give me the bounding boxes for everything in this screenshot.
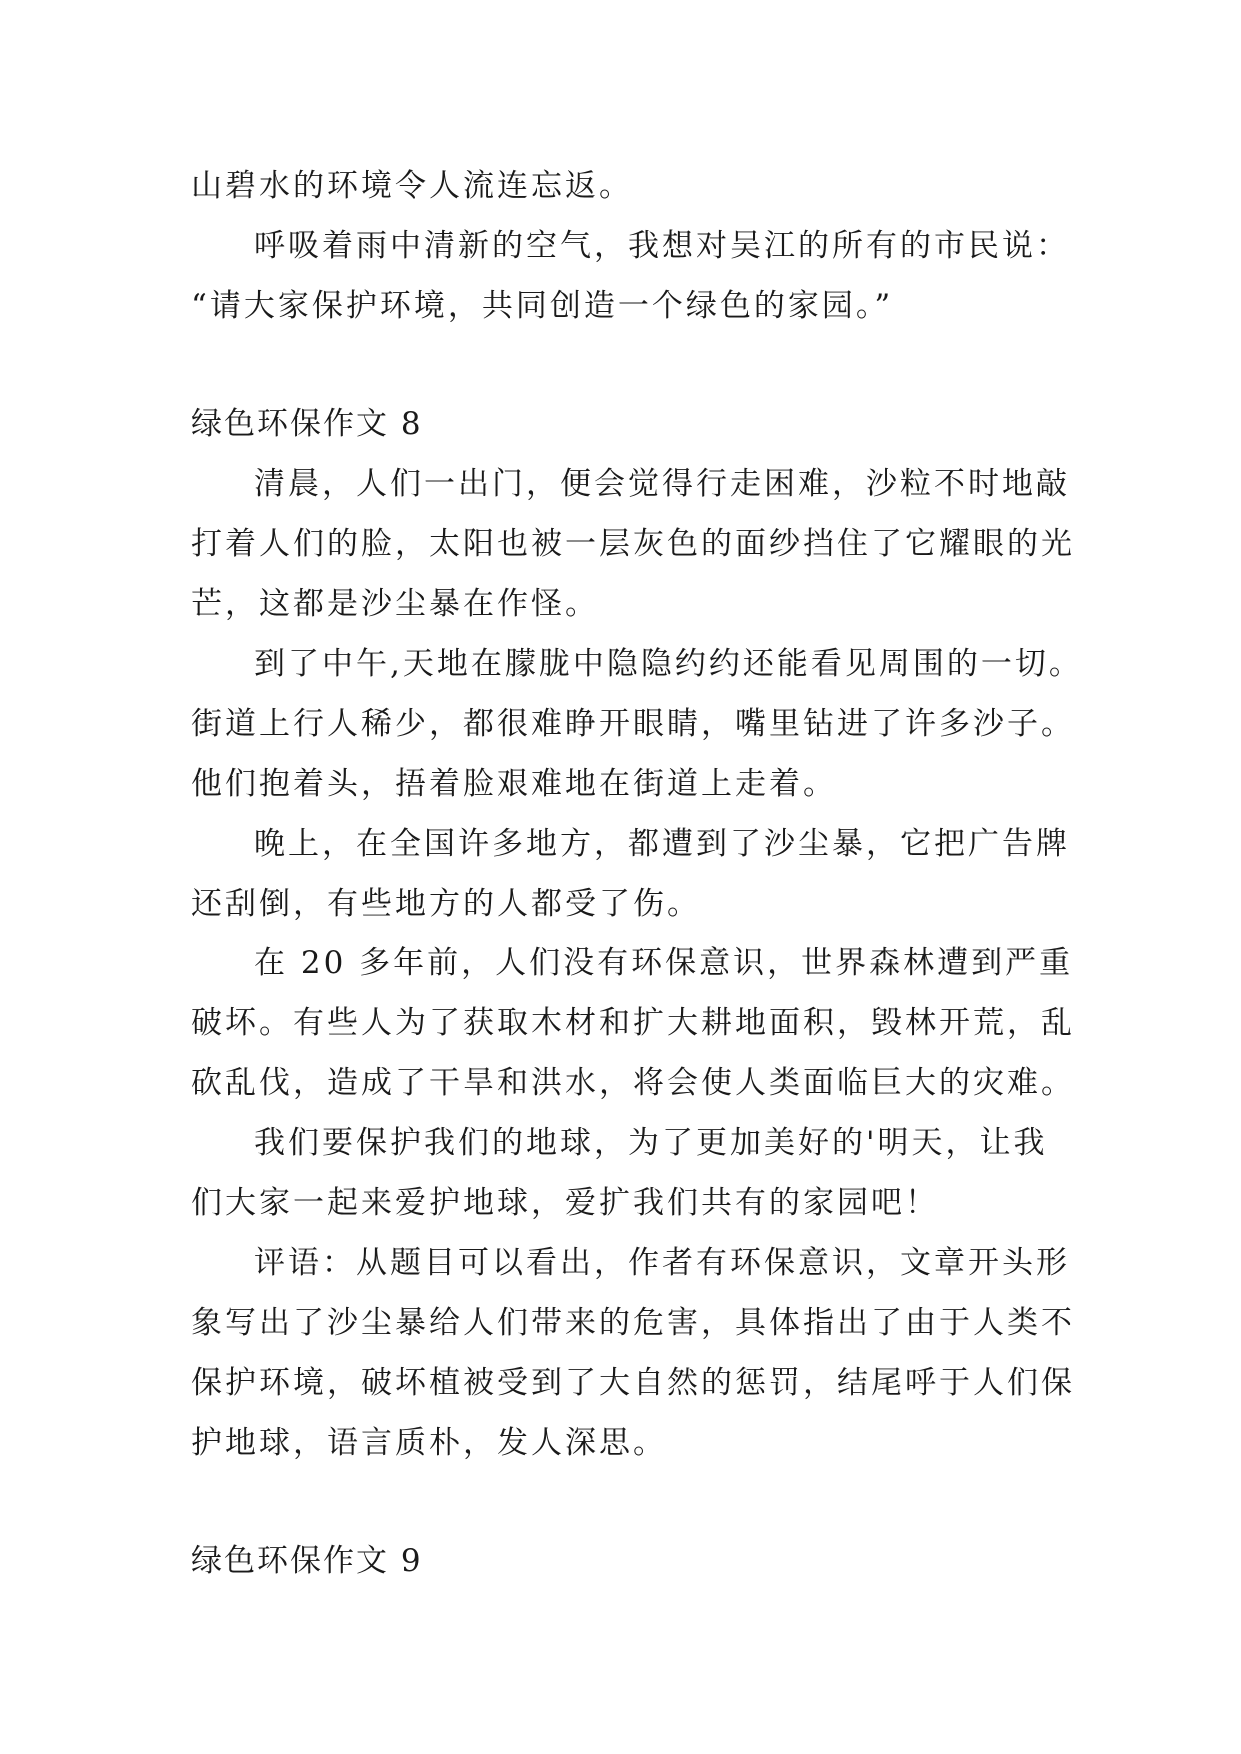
text-line: 打着人们的脸，太阳也被一层灰色的面纱挡住了它耀眼的光 bbox=[191, 526, 1075, 562]
text-line: 呼吸着雨中清新的空气，我想对吴江的所有的市民说： bbox=[254, 228, 1070, 264]
section-heading: 绿色环保作文 9 bbox=[191, 1543, 423, 1579]
text-line: 在 20 多年前，人们没有环保意识，世界森林遭到严重 bbox=[254, 945, 1074, 981]
text-line: 他们抱着头，捂着脸艰难地在街道上走着。 bbox=[191, 766, 837, 802]
text-line: 破坏。有些人为了获取木材和扩大耕地面积，毁林开荒，乱 bbox=[191, 1005, 1075, 1041]
text-line: 评语：从题目可以看出，作者有环保意识，文章开头形 bbox=[254, 1245, 1070, 1281]
text-line: 芒，这都是沙尘暴在作怪。 bbox=[191, 586, 599, 622]
text-line: 象写出了沙尘暴给人们带来的危害，具体指出了由于人类不 bbox=[191, 1305, 1075, 1341]
text-line: 山碧水的环境令人流连忘返。 bbox=[191, 168, 633, 204]
text-line: 我们要保护我们的地球，为了更加美好的'明天，让我 bbox=[254, 1125, 1048, 1161]
text-line: 清晨，人们一出门，便会觉得行走困难，沙粒不时地敲 bbox=[254, 466, 1070, 502]
text-line: 护地球，语言质朴，发人深思。 bbox=[191, 1425, 667, 1461]
text-line: 们大家一起来爱护地球，爱扩我们共有的家园吧！ bbox=[191, 1185, 939, 1221]
text-line: 保护环境，破坏植被受到了大自然的惩罚，结尾呼于人们保 bbox=[191, 1365, 1075, 1401]
text-line: 到了中午,天地在朦胧中隐隐约约还能看见周围的一切。 bbox=[254, 646, 1083, 682]
section-heading: 绿色环保作文 8 bbox=[191, 406, 423, 442]
text-line: 街道上行人稀少，都很难睁开眼睛，嘴里钻进了许多沙子。 bbox=[191, 706, 1075, 742]
text-line: 晚上，在全国许多地方，都遭到了沙尘暴，它把广告牌 bbox=[254, 826, 1070, 862]
text-line: 还刮倒，有些地方的人都受了伤。 bbox=[191, 886, 701, 922]
text-line: “请大家保护环境，共同创造一个绿色的家园。” bbox=[191, 288, 894, 324]
text-line: 砍乱伐，造成了干旱和洪水，将会使人类面临巨大的灾难。 bbox=[191, 1065, 1075, 1101]
